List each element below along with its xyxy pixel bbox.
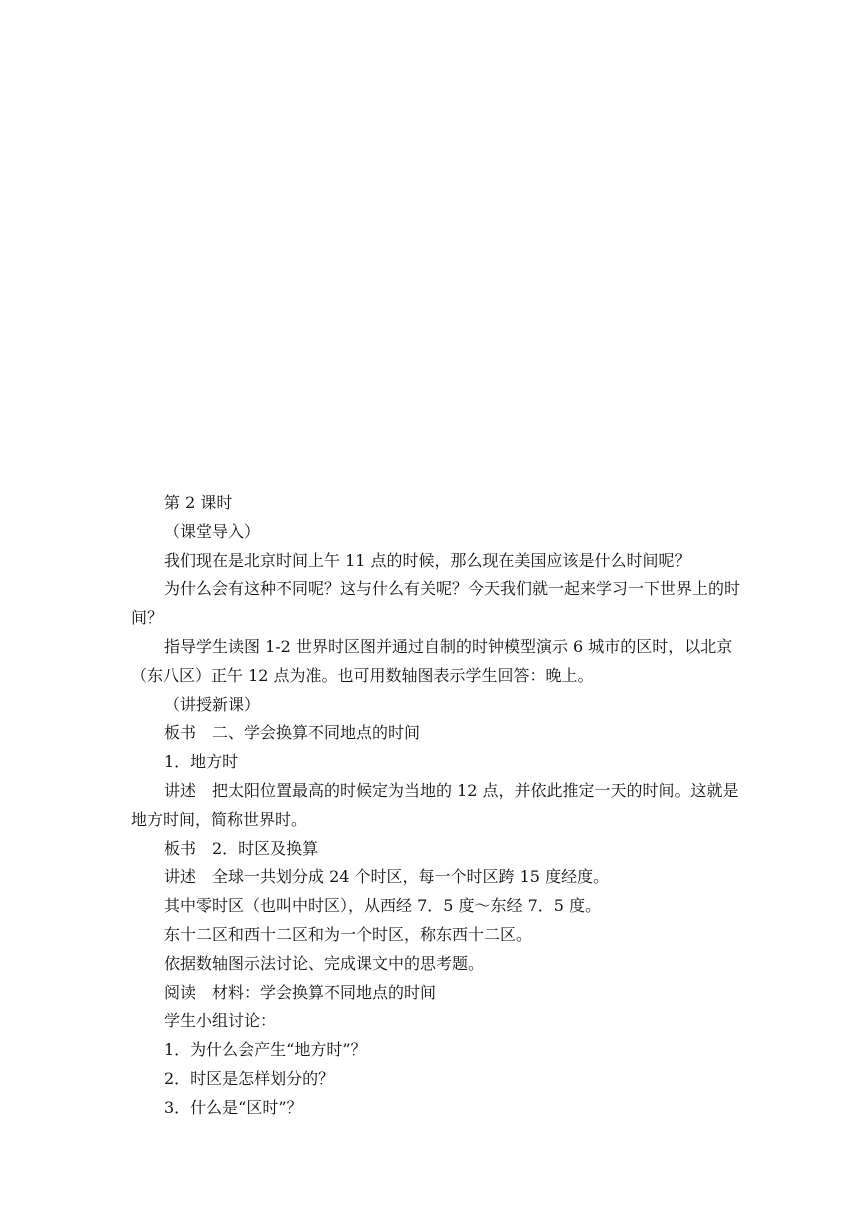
paragraph-why-question: 为什么会有这种不同呢？这与什么有关呢？今天我们就一起来学习一下世界上的时间？ xyxy=(131,579,741,628)
paragraph-zero-zone: 其中零时区（也叫中时区），从西经 7．5 度～东经 7．5 度。 xyxy=(164,896,602,916)
paragraph-board-title: 板书 二、学会换算不同地点的时间 xyxy=(164,723,421,743)
list-item-local-time: 1．地方时 xyxy=(164,752,239,772)
paragraph-axis-method: 依据数轴图示法讨论、完成课文中的思考题。 xyxy=(164,953,485,973)
section-new-lesson-label: （讲授新课） xyxy=(164,694,261,714)
paragraph-local-time-explain: 讲述 把太阳位置最高的时候定为当地的 12 点，并依此推定一天的时间。这就是地方时间，简称世界时。 xyxy=(131,780,739,829)
paragraph-guide-reading: 指导学生读图 1-2 世界时区图并通过自制的时钟模型演示 6 城市的区时，以北京（东八区）正午 12 点为准。也可用数轴图表示学生回答：晚上。 xyxy=(131,636,733,685)
paragraph-group-discussion: 学生小组讨论： xyxy=(164,1011,277,1031)
paragraph-board-time-zones: 板书 2．时区及换算 xyxy=(164,838,319,858)
list-item-question-2: 2．时区是怎样划分的？ xyxy=(164,1068,335,1088)
paragraph-reading-material: 阅读 材料：学会换算不同地点的时间 xyxy=(164,982,437,1002)
lesson-period-heading: 第 2 课时 xyxy=(164,493,233,512)
section-intro-label: （课堂导入） xyxy=(164,521,261,541)
list-item-question-3: 3．什么是“区时”？ xyxy=(164,1097,303,1117)
paragraph-twelfth-zone: 东十二区和西十二区和为一个时区，称东西十二区。 xyxy=(164,924,533,944)
list-item-question-1: 1．为什么会产生“地方时”？ xyxy=(164,1040,367,1060)
paragraph-intro-question: 我们现在是北京时间上午 11 点的时候，那么现在美国应该是什么时间呢？ xyxy=(164,550,691,570)
lesson-body xyxy=(131,489,743,1123)
paragraph-time-zones-explain: 讲述 全球一共划分成 24 个时区，每一个时区跨 15 度经度。 xyxy=(164,867,610,887)
